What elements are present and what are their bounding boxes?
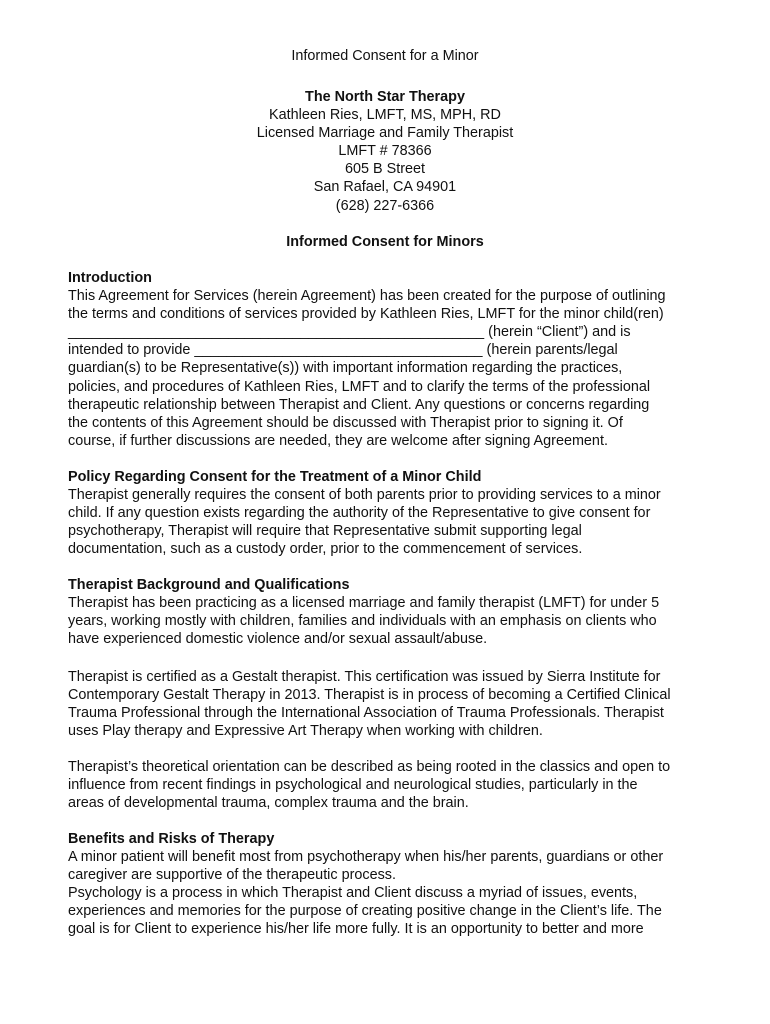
paragraph-line: years, working mostly with children, families and individuals with an emphasis on clients who xyxy=(68,613,657,630)
background-heading: Therapist Background and Qualifications xyxy=(68,577,350,593)
practice-name: The North Star Therapy xyxy=(305,89,465,105)
background-paragraph-2 xyxy=(68,668,708,740)
paragraph-line: the terms and conditions of services provided by Kathleen Ries, LMFT for the minor child(ren) xyxy=(68,306,664,323)
paragraph-line: Therapist generally requires the consent of both parents prior to providing services to a minor xyxy=(68,487,661,504)
paragraph-line: course, if further discussions are needed, they are welcome after signing Agreement. xyxy=(68,432,608,449)
introduction-section xyxy=(68,269,708,450)
benefits-section xyxy=(68,830,708,939)
paragraph-line: areas of developmental trauma, complex trauma and the brain. xyxy=(68,795,469,812)
paragraph-line: psychotherapy, Therapist will require that Representative submit supporting legal xyxy=(68,523,582,540)
introduction-heading: Introduction xyxy=(68,270,152,286)
therapist-title: Licensed Marriage and Family Therapist xyxy=(256,125,514,142)
paragraph-line: Contemporary Gestalt Therapy in 2013. Therapist is in process of becoming a Certified Clinical xyxy=(68,687,671,704)
policy-heading: Policy Regarding Consent for the Treatment of a Minor Child xyxy=(68,469,482,485)
representative-blank-line: intended to provide ____________________________________ (herein parents/legal xyxy=(68,342,618,359)
background-section xyxy=(68,576,708,648)
section-title: Informed Consent for Minors xyxy=(286,234,484,250)
paragraph-line: therapeutic relationship between Therapist and Client. Any questions or concerns regarding xyxy=(68,396,650,413)
letterhead xyxy=(0,88,770,215)
paragraph-line: Therapist’s theoretical orientation can be described as being rooted in the classics and open to xyxy=(68,759,671,775)
paragraph-line: influence from recent findings in psychological and neurological studies, particularly in the xyxy=(68,777,638,794)
paragraph-line: This Agreement for Services (herein Agreement) has been created for the purpose of outlining xyxy=(68,288,666,305)
paragraph-line: A minor patient will benefit most from psychotherapy when his/her parents, guardians or other xyxy=(68,849,664,866)
paragraph-line: guardian(s) to be Representative(s)) with important information regarding the practices, xyxy=(68,360,623,377)
therapist-name: Kathleen Ries, LMFT, MS, MPH, RD xyxy=(269,107,501,124)
city-address: San Rafael, CA 94901 xyxy=(313,179,457,196)
policy-section xyxy=(68,468,708,558)
paragraph-line: uses Play therapy and Expressive Art Therapy when working with children. xyxy=(68,723,543,740)
benefits-heading: Benefits and Risks of Therapy xyxy=(68,831,275,847)
phone-number: (628) 227-6366 xyxy=(335,197,435,214)
client-name-blank-line: ____________________________________________________ (herein “Client”) and is xyxy=(68,324,631,341)
paragraph-line: the contents of this Agreement should be discussed with Therapist prior to signing it. Of xyxy=(68,414,623,431)
paragraph-line: experiences and memories for the purpose of creating positive change in the Client’s life. The xyxy=(68,903,662,920)
street-address: 605 B Street xyxy=(345,161,425,178)
paragraph-line: caregiver are supportive of the therapeutic process. xyxy=(68,867,396,884)
paragraph-line: Trauma Professional through the International Association of Trauma Professionals. Therapist xyxy=(68,705,664,722)
license-number: LMFT # 78366 xyxy=(338,143,432,160)
paragraph-line: Therapist has been practicing as a licensed marriage and family therapist (LMFT) for under 5 xyxy=(68,595,660,612)
paragraph-line: documentation, such as a custody order, prior to the commencement of services. xyxy=(68,541,583,558)
paragraph-line: have experienced domestic violence and/or sexual assault/abuse. xyxy=(68,631,488,648)
paragraph-line: policies, and procedures of Kathleen Ries, LMFT and to clarify the terms of the professional xyxy=(68,378,651,395)
paragraph-line: Psychology is a process in which Therapist and Client discuss a myriad of issues, events, xyxy=(68,885,638,902)
paragraph-line: Therapist is certified as a Gestalt therapist. This certification was issued by Sierra Institute for xyxy=(68,669,661,685)
paragraph-line: child. If any question exists regarding the authority of the Representative to give consent for xyxy=(68,505,651,522)
background-paragraph-3 xyxy=(68,758,708,812)
paragraph-line: goal is for Client to experience his/her life more fully. It is an opportunity to better and more xyxy=(68,921,644,938)
document-top-title: Informed Consent for a Minor xyxy=(291,48,479,64)
